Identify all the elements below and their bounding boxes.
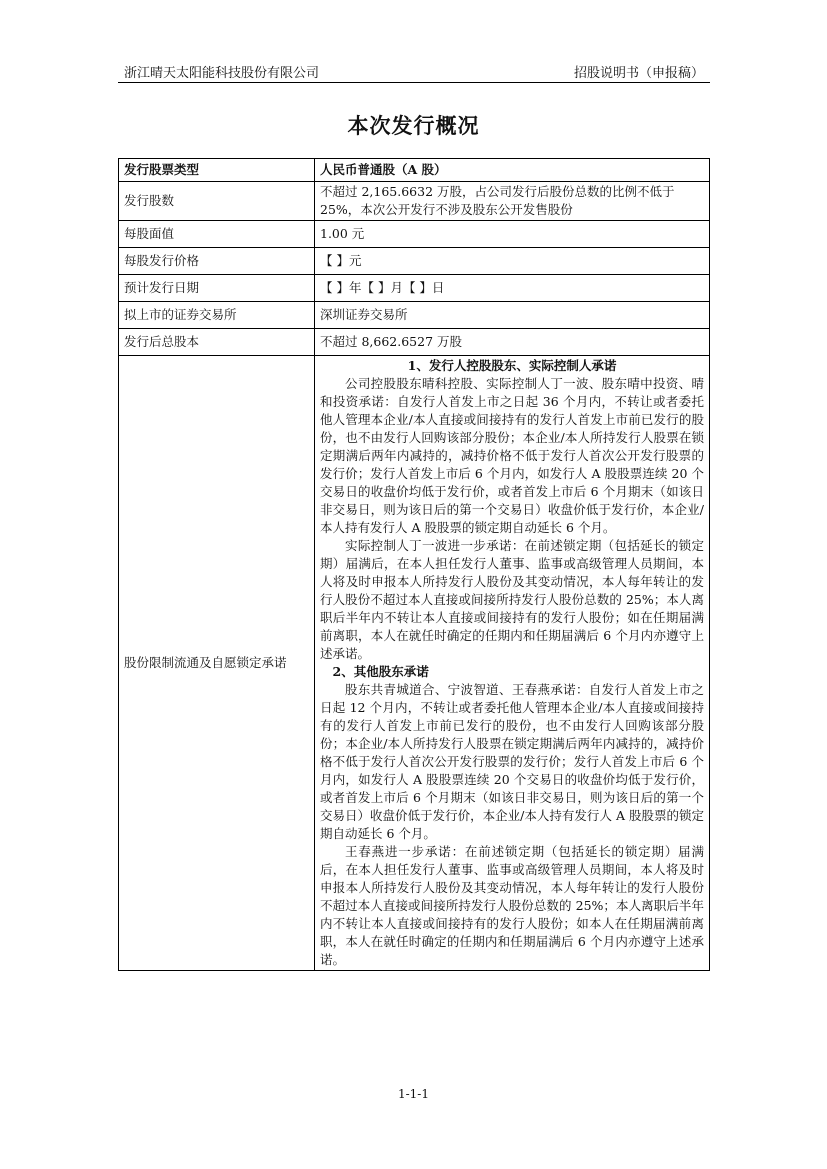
header-value: 人民币普通股（A 股）	[315, 159, 710, 182]
lockup-label: 股份限制流通及自愿锁定承诺	[119, 356, 315, 971]
document-type: 招股说明书（申报稿）	[573, 66, 704, 81]
lockup-row	[119, 356, 710, 971]
row-value: 【 】年【 】月【 】日	[315, 275, 710, 302]
company-name: 浙江晴天太阳能科技股份有限公司	[124, 66, 320, 81]
section1-paragraph-2: 实际控制人丁一波进一步承诺：在前述锁定期（包括延长的锁定期）届满后，在本人担任发行人董事、监事或高级管理人员期间，本人将及时申报本人所持发行人股份及其变动情况，本人每年转让的发行人股份不超过本人直接或间接所持发行人股份总数的 25%；本人离职后半年内不转让本人直接或间接持有的发行人股份；如在任期届满前离职，本人在就任时确定的任期内和任期届满后 6 个月内亦遵守上述承诺。	[320, 538, 704, 661]
row-label: 发行后总股本	[119, 329, 315, 356]
section2-paragraph-2: 王春燕进一步承诺：在前述锁定期（包括延长的锁定期）届满后，在本人担任发行人董事、监事或高级管理人员期间，本人将及时申报本人所持发行人股份及其变动情况，本人每年转让的发行人股份不超过本人直接或间接所持发行人股份总数的 25%；本人离职后半年内不转让本人直接或间接持有的发行人股份；如本人在任期届满前离职，本人在就任时确定的任期内和任期届满后 6 个月内亦遵守上述承诺。	[320, 844, 704, 967]
header-label: 发行股票类型	[119, 159, 315, 182]
row-label: 预计发行日期	[119, 275, 315, 302]
table-row	[119, 275, 710, 302]
row-value: 【 】元	[315, 248, 710, 275]
row-label: 拟上市的证券交易所	[119, 302, 315, 329]
page-title: 本次发行概况	[347, 113, 480, 138]
section2-title: 2、其他股东承诺	[332, 664, 429, 679]
page-number: 1-1-1	[397, 1087, 429, 1101]
table-header-row	[119, 159, 710, 182]
row-value: 不超过 8,662.6527 万股	[315, 329, 710, 356]
row-label: 每股发行价格	[119, 248, 315, 275]
row-value: 1.00 元	[315, 221, 710, 248]
section1-title: 1、发行人控股股东、实际控制人承诺	[407, 358, 617, 373]
table-row	[119, 248, 710, 275]
row-label: 发行股数	[119, 182, 315, 221]
header-divider	[118, 82, 710, 83]
row-label: 每股面值	[119, 221, 315, 248]
row-value: 深圳证券交易所	[315, 302, 710, 329]
page-header	[118, 62, 710, 80]
section2-paragraph-1: 股东共青城道合、宁波智道、王春燕承诺：自发行人首发上市之日起 12 个月内，不转让或者委托他人管理本企业/本人直接或间接持有的发行人首发上市前已发行的股份，也不由发行人回购该部分股份；本企业/本人所持发行人股票在锁定期满后两年内减持的，减持价格不低于发行人首次公开发行股票的发行价；发行人首发上市后 6 个月内，如发行人 A 股股票连续 20 个交易日的收盘价均低于发行价，或者首发上市后 6 个月期末（如该日非交易日，则为该日后的第一个交易日）收盘价低于发行价，本企业/本人持有发行人 A 股股票的锁定期自动延长 6 个月。	[320, 682, 704, 841]
lockup-commitments	[315, 356, 710, 971]
table-row	[119, 221, 710, 248]
row-value: 不超过 2,165.6632 万股，占公司发行后股份总数的比例不低于 25%，本次公开发行不涉及股东公开发售股份	[315, 182, 710, 221]
section1-paragraph-1: 公司控股股东晴科控股、实际控制人丁一波、股东晴中投资、晴和投资承诺：自发行人首发上市之日起 36 个月内，不转让或者委托他人管理本企业/本人直接或间接持有的发行人首发上市前已发行的股份，也不由发行人回购该部分股份；本企业/本人所持发行人股票在锁定期满后两年内减持的，减持价格不低于发行人首次公开发行股票的发行价；发行人首发上市后 6 个月内，如发行人 A 股股票连续 20 个交易日的收盘价均低于发行价，或者首发上市后 6 个月期末（如该日非交易日，则为该日后的第一个交易日）收盘价低于发行价，本企业/本人持有发行人 A 股股票的锁定期自动延长 6 个月。	[320, 376, 704, 535]
table-row	[119, 182, 710, 221]
table-row	[119, 329, 710, 356]
offering-overview-table	[118, 158, 710, 971]
table-row	[119, 302, 710, 329]
